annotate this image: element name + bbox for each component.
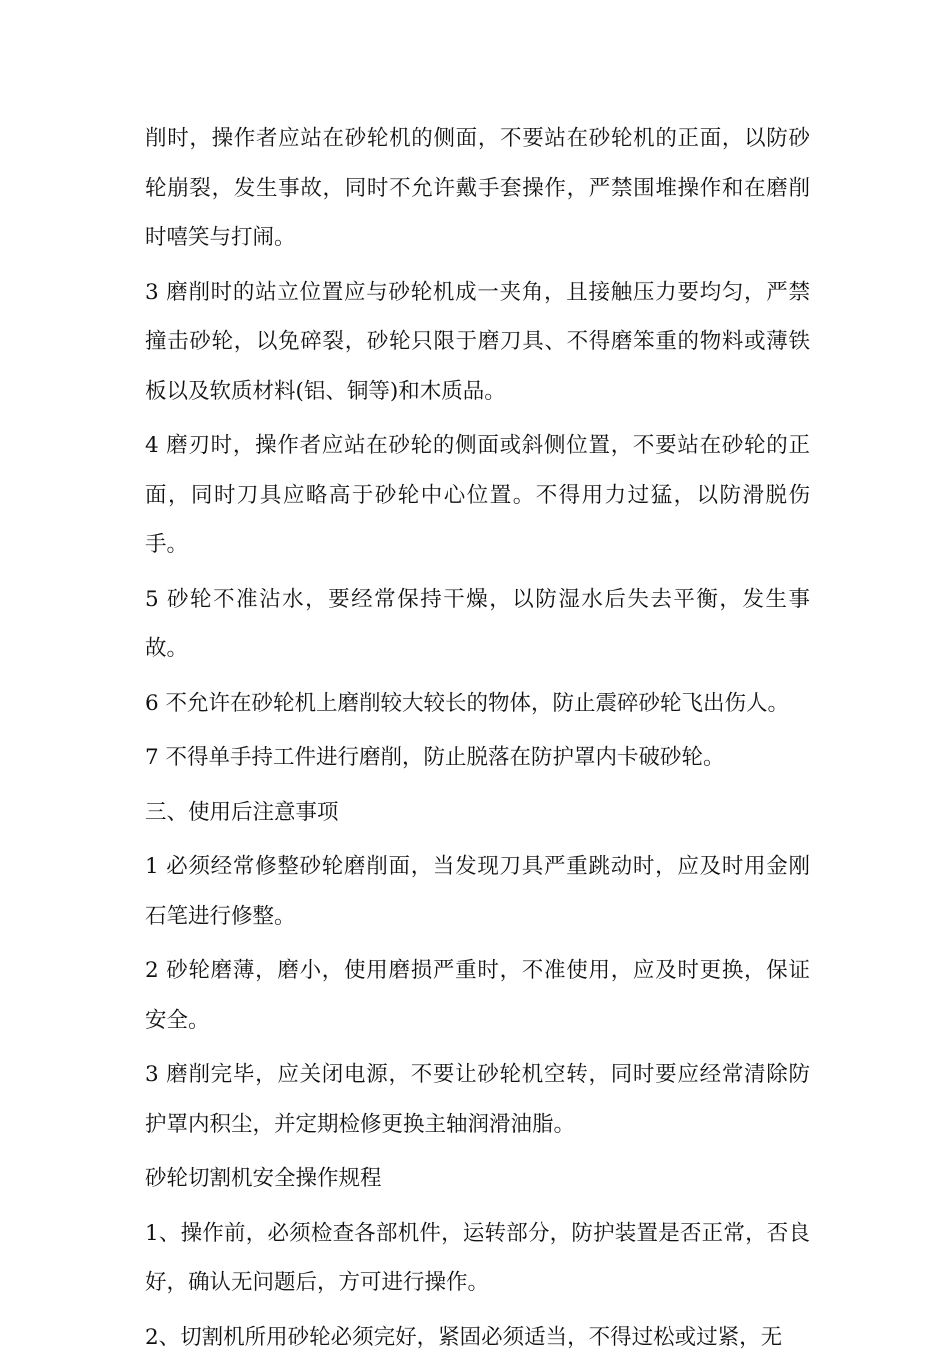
- paragraph-rule-7-one-hand: 7 不得单手持工件进行磨削，防止脱落在防护罩内卡破砂轮。: [145, 745, 725, 770]
- paragraph-cutting-2: 2、切割机所用砂轮必须完好，紧固必须适当，不得过松或过紧，无: [145, 1324, 783, 1350]
- section-heading-cutting-machine: 砂轮切割机安全操作规程: [145, 1166, 382, 1191]
- paragraph-rule-6-large-objects: 6 不允许在砂轮机上磨削较大较长的物体，防止震碎砂轮飞出伤人。: [145, 690, 790, 716]
- paragraph-cutting-1: 1、操作前，必须检查各部机件，运转部分，防护装置是否正常，否良好，确认无问题后，方可进行操作。: [145, 1220, 810, 1295]
- paragraph-grinding-stance: 削时，操作者应站在砂轮机的侧面，不要站在砂轮机的正面，以防砂轮崩裂，发生事故，同时不允许戴手套操作，严禁围堆操作和在磨削时嘻笑与打闹。: [145, 126, 810, 250]
- paragraph-after-use-1: 1 必须经常修整砂轮磨削面，当发现刀具严重跳动时，应及时用金刚石笔进行修整。: [145, 854, 810, 929]
- paragraph-after-use-2: 2 砂轮磨薄，磨小，使用磨损严重时，不准使用，应及时更换，保证安全。: [145, 958, 810, 1033]
- section-heading-after-use: 三、使用后注意事项: [145, 799, 339, 825]
- document-body: [145, 114, 810, 1367]
- paragraph-after-use-3: 3 磨削完毕，应关闭电源，不要让砂轮机空转，同时要应经常清除防护罩内积尘，并定期检修更换主轴润滑油脂。: [145, 1062, 810, 1137]
- paragraph-rule-3-angle: 3 磨削时的站立位置应与砂轮机成一夹角，且接触压力要均匀，严禁撞击砂轮，以免碎裂，砂轮只限于磨刀具、不得磨笨重的物料或薄铁板以及软质材料(铝、铜等)和木质品。: [145, 279, 810, 404]
- paragraph-rule-4-sharpening: 4 磨刃时，操作者应站在砂轮的侧面或斜侧位置，不要站在砂轮的正面，同时刀具应略高于砂轮中心位置。不得用力过猛，以防滑脱伤手。: [145, 433, 810, 557]
- paragraph-rule-5-no-water: 5 砂轮不准沾水，要经常保持干燥，以防湿水后失去平衡，发生事故。: [145, 586, 810, 661]
